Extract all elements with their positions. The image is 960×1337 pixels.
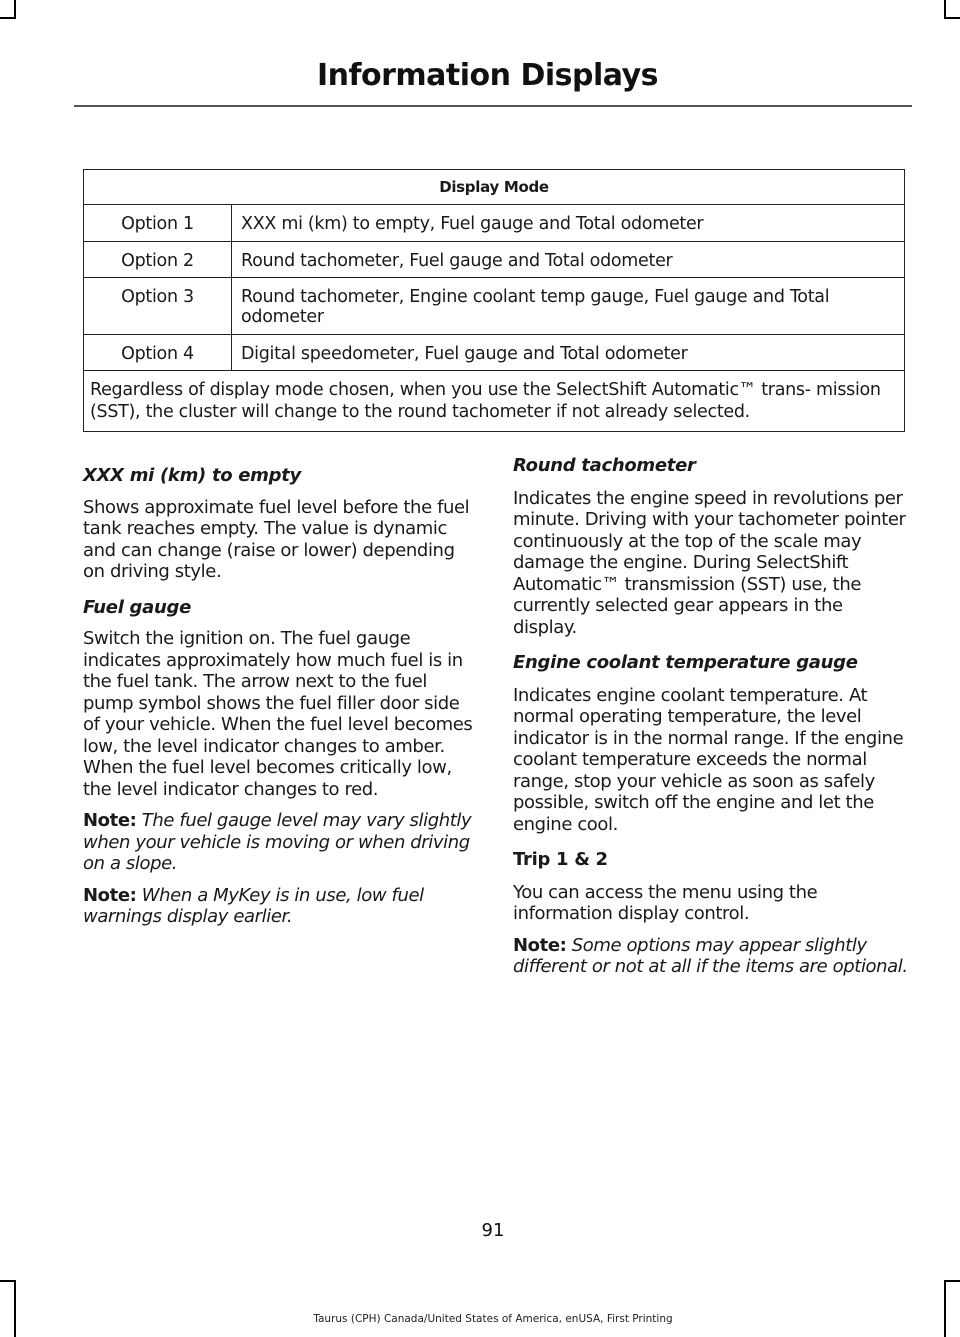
section-heading: XXX mi (km) to empty xyxy=(83,465,301,486)
section-heading: Trip 1 & 2 xyxy=(513,849,608,870)
crop-mark xyxy=(14,1280,16,1337)
note-text: Some options may appear slightly different or not at all if the items are optional. xyxy=(513,934,908,977)
table-footnote-row xyxy=(84,371,905,432)
section-body: Indicates engine coolant temperature. At normal operating temperature, the level indicator is in the normal range. If the engine coolant temperature exceeds the normal range, stop your vehicle as soon as safely possible, switch off the engine and let the engine cool. xyxy=(513,684,904,835)
section-body: Shows approximate fuel level before the fuel tank reaches empty. The value is dynamic and can change (raise or lower) depending on driving style. xyxy=(83,496,470,582)
header-divider xyxy=(74,105,912,107)
section-body: Indicates the engine speed in revolutions per minute. Driving with your tachometer pointer continuously at the top of the scale may damage the engine. During SelectShift Automatic™ transmission (SST) use, the currently selected gear appears in the display. xyxy=(513,487,906,638)
table-footnote: Regardless of display mode chosen, when you use the SelectShift Automatic™ trans- mission (SST), the cluster will change to the round tachometer if not already selected. xyxy=(84,371,905,432)
description-cell: Digital speedometer, Fuel gauge and Total odometer xyxy=(232,335,905,371)
table-row xyxy=(84,242,905,278)
description-cell: XXX mi (km) to empty, Fuel gauge and Total odometer xyxy=(232,205,905,242)
page-footer: Taurus (CPH) Canada/United States of America, enUSA, First Printing xyxy=(313,1313,673,1325)
display-mode-table xyxy=(83,169,905,432)
note-label: Note: xyxy=(83,810,137,831)
right-column xyxy=(513,455,909,978)
section-heading: Fuel gauge xyxy=(83,596,191,618)
table-row xyxy=(84,278,905,335)
crop-mark xyxy=(0,17,16,19)
note-label: Note: xyxy=(83,884,137,906)
option-cell: Option 2 xyxy=(84,242,232,278)
description-cell: Round tachometer, Engine coolant temp gauge, Fuel gauge and Total odometer xyxy=(232,278,905,335)
page-number: 91 xyxy=(481,1220,505,1241)
left-column xyxy=(83,465,478,928)
option-cell: Option 3 xyxy=(84,278,232,335)
note-text: When a MyKey is in use, low fuel warnings display earlier. xyxy=(83,884,424,927)
table-title: Display Mode xyxy=(84,170,905,205)
crop-mark xyxy=(944,17,960,19)
option-cell: Option 1 xyxy=(84,205,232,242)
table-row xyxy=(84,335,905,371)
note-paragraph xyxy=(83,885,478,928)
section-body: You can access the menu using the information display control. xyxy=(513,881,818,924)
table-row xyxy=(84,205,905,242)
section-heading: Round tachometer xyxy=(513,455,696,476)
note-label: Note: xyxy=(513,934,567,956)
note-text: The fuel gauge level may vary slightly when your vehicle is moving or when driving on a slope. xyxy=(83,810,472,874)
note-paragraph xyxy=(83,810,478,875)
section-body: Switch the ignition on. The fuel gauge indicates approximately how much fuel is in the fuel tank. The arrow next to the fuel pump symbol shows the fuel filler door side of your vehicle. When the fuel level becomes low, the level indicator changes to amber. When the fuel level becomes critically low, the level indicator changes to red. xyxy=(83,628,473,800)
page-header-title: Information Displays xyxy=(316,58,658,93)
note-paragraph xyxy=(513,935,909,978)
crop-mark xyxy=(944,1280,946,1337)
description-cell: Round tachometer, Fuel gauge and Total odometer xyxy=(232,242,905,278)
option-cell: Option 4 xyxy=(84,335,232,371)
crop-mark xyxy=(944,1280,960,1282)
table-header-row xyxy=(84,170,905,205)
crop-mark xyxy=(0,1280,16,1282)
section-heading: Engine coolant temperature gauge xyxy=(513,652,858,673)
